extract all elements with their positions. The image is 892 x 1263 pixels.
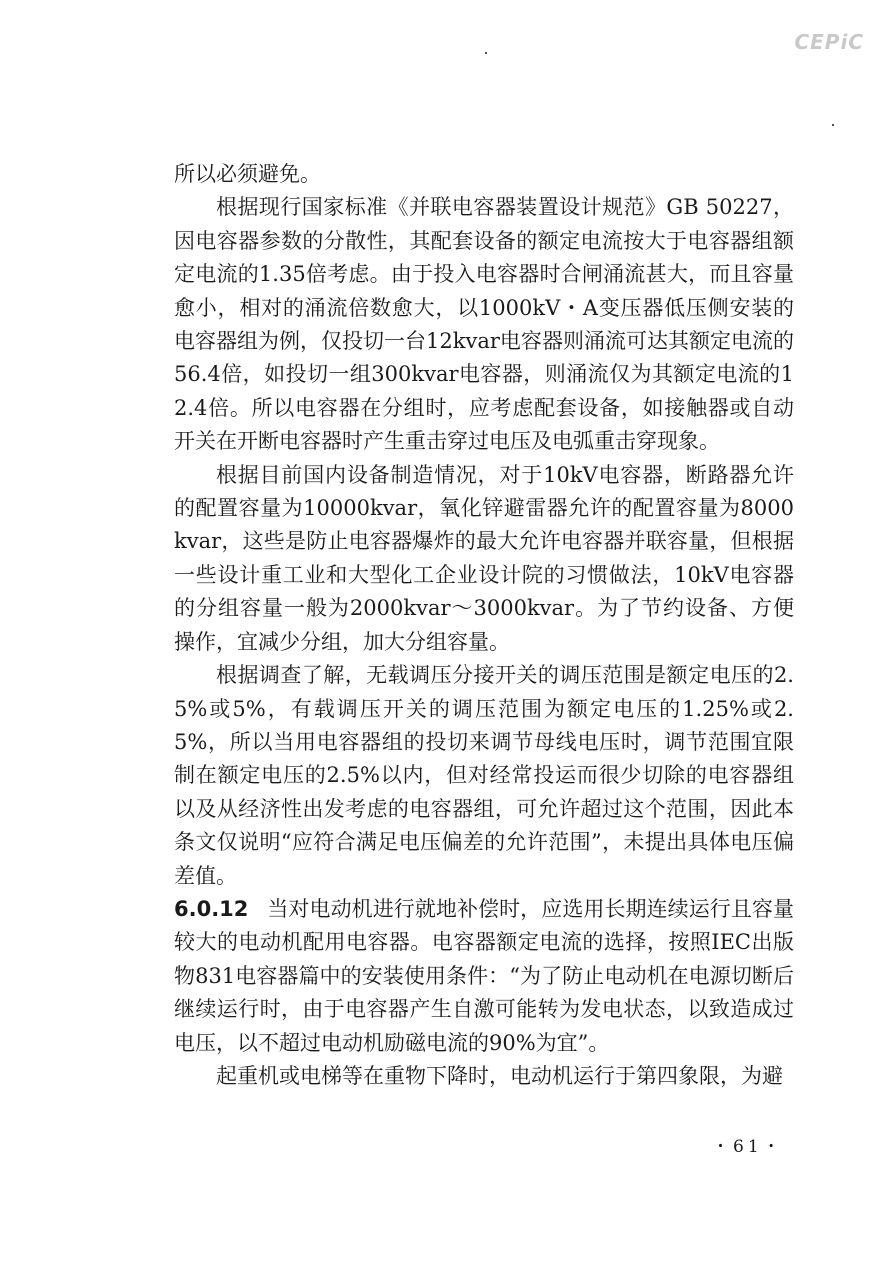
paragraph-10kv-capacity: 根据目前国内设备制造情况，对于10kV电容器，断路器允许的配置容量为10000kvar，氧化锌避雷器允许的配置容量为8000kvar，这些是防止电容器爆炸的最大允许电容器并联容量，但根据一些设计重工业和大型化工企业设计院的习惯做法，10kV电容器的分组容量一般为2000kvar～3000kvar。为了节约设备、方便操作，宜减少分组，加大分组容量。	[174, 462, 794, 654]
scan-speck	[485, 52, 487, 54]
paragraph-crane-elevator: 起重机或电梯等在重物下降时，电动机运行于第四象限，为避	[216, 1063, 783, 1088]
publisher-logo: CEPiC	[794, 30, 864, 54]
paragraph-gb50227: 根据现行国家标准《并联电容器装置设计规范》GB 50227，因电容器参数的分散性，其配套设备的额定电流按大于电容器组额定电流的1.35倍考虑。由于投入电容器时合闸涌流甚大，而且容量愈小，相对的涌流倍数愈大，以1000kV・A变压器低压侧安装的电容器组为例，仅投切一台12kvar电容器则涌流可达其额定电流的56.4倍，如投切一组300kvar电容器，则涌流仅为其额定电流的12.4倍。所以电容器在分组时，应考虑配套设备，如接触器或自动开关在开断电容器时产生重击穿过电压及电弧重击穿现象。	[174, 195, 794, 454]
paragraph-voltage-regulation: 根据调查了解，无载调压分接开关的调压范围是额定电压的2.5%或5%，有载调压开关的调压范围为额定电压的1.25%或2.5%，所以当用电容器组的投切来调节母线电压时，调节范围宜限制在额定电压的2.5%以内，但对经常投运而很少切除的电容器组以及从经济性出发考虑的电容器组，可允许超过这个范围，因此本条文仅说明“应符合满足电压偏差的允许范围”，未提出具体电压偏差值。	[174, 663, 794, 888]
clause-6-0-12	[174, 893, 794, 1060]
paragraph-continuation: 所以必须避免。	[174, 162, 321, 186]
page-body	[174, 158, 794, 1093]
clause-text: 当对电动机进行就地补偿时，应选用长期连续运行且容量较大的电动机配用电容器。电容器额定电流的选择，按照IEC出版物831电容器篇中的安装使用条件：“为了防止电动机在电源切断后继续运行时，由于电容器产生自激可能转为发电状态，以致造成过电压，以不超过电动机励磁电流的90%为宜”。	[174, 896, 794, 1055]
scan-speck	[832, 124, 834, 126]
page-number: ・61・	[712, 1137, 784, 1157]
clause-number: 6.0.12	[174, 896, 249, 921]
